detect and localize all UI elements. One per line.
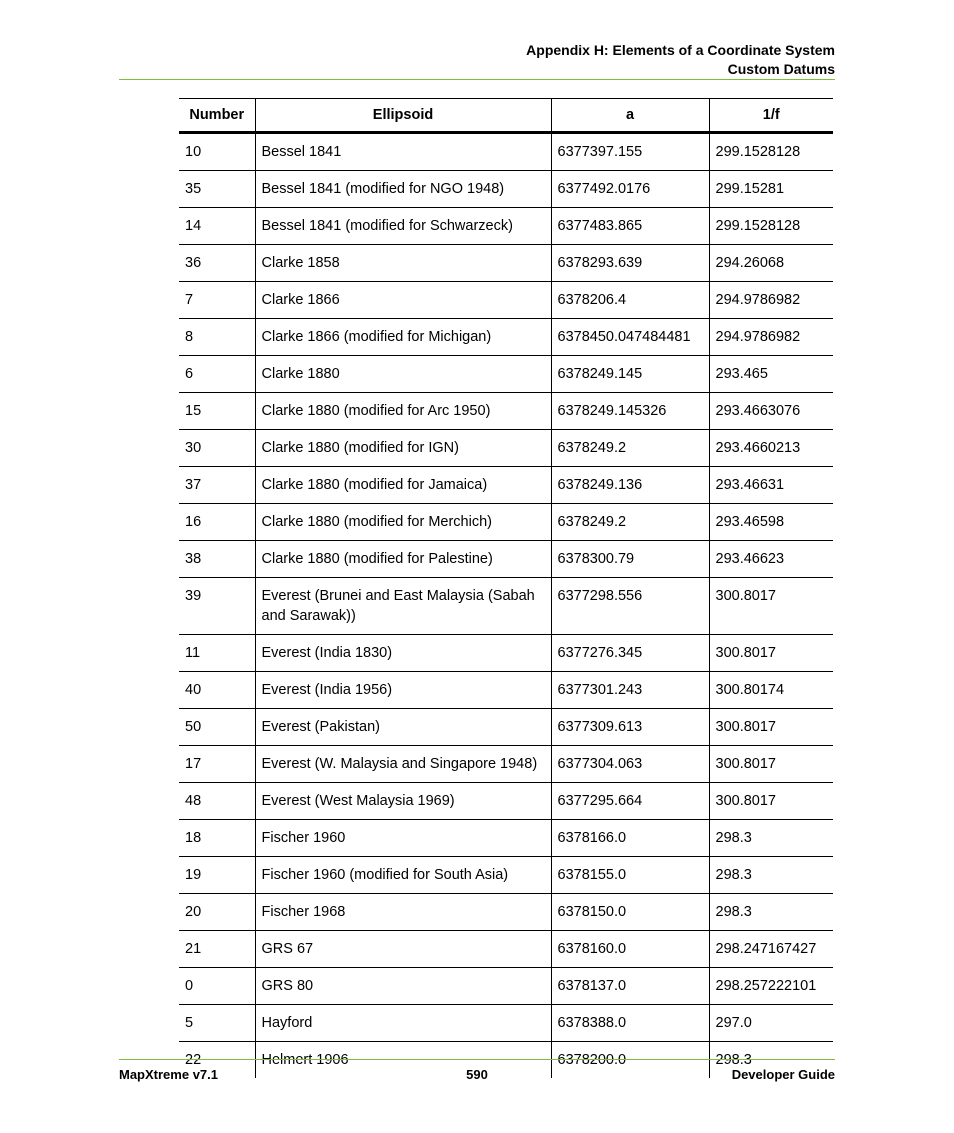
cell-number: 5 [179, 1005, 255, 1042]
cell-number: 50 [179, 709, 255, 746]
cell-number: 20 [179, 894, 255, 931]
table-row [179, 672, 833, 709]
footer-divider [119, 1059, 835, 1060]
cell-number: 6 [179, 356, 255, 393]
cell-a: 6378150.0 [551, 894, 709, 931]
cell-inverse-flattening: 293.46598 [709, 504, 833, 541]
cell-ellipsoid: Clarke 1880 (modified for Palestine) [255, 541, 551, 578]
cell-ellipsoid: Bessel 1841 [255, 133, 551, 171]
cell-a: 6377492.0176 [551, 171, 709, 208]
cell-ellipsoid: Everest (West Malaysia 1969) [255, 783, 551, 820]
cell-number: 30 [179, 430, 255, 467]
cell-number: 18 [179, 820, 255, 857]
footer-product-name: MapXtreme v7.1 [119, 1067, 218, 1082]
cell-inverse-flattening: 298.247167427 [709, 931, 833, 968]
cell-ellipsoid: Hayford [255, 1005, 551, 1042]
cell-ellipsoid: Bessel 1841 (modified for NGO 1948) [255, 171, 551, 208]
cell-number: 0 [179, 968, 255, 1005]
cell-inverse-flattening: 300.8017 [709, 635, 833, 672]
cell-inverse-flattening: 294.26068 [709, 245, 833, 282]
table-row [179, 133, 833, 171]
cell-inverse-flattening: 298.3 [709, 857, 833, 894]
cell-number: 8 [179, 319, 255, 356]
cell-inverse-flattening: 300.80174 [709, 672, 833, 709]
cell-a: 6378300.79 [551, 541, 709, 578]
cell-inverse-flattening: 297.0 [709, 1005, 833, 1042]
cell-ellipsoid: GRS 80 [255, 968, 551, 1005]
column-header-ellipsoid: Ellipsoid [255, 99, 551, 133]
cell-number: 14 [179, 208, 255, 245]
table-row [179, 857, 833, 894]
cell-number: 15 [179, 393, 255, 430]
column-header-number: Number [179, 99, 255, 133]
cell-ellipsoid: Clarke 1866 (modified for Michigan) [255, 319, 551, 356]
cell-number: 38 [179, 541, 255, 578]
cell-inverse-flattening: 298.3 [709, 894, 833, 931]
header-chapter-title: Appendix H: Elements of a Coordinate System [526, 42, 835, 58]
cell-inverse-flattening: 298.257222101 [709, 968, 833, 1005]
cell-ellipsoid: Everest (Pakistan) [255, 709, 551, 746]
cell-a: 6378160.0 [551, 931, 709, 968]
cell-ellipsoid: Everest (W. Malaysia and Singapore 1948) [255, 746, 551, 783]
table-row [179, 430, 833, 467]
table-row [179, 208, 833, 245]
table-row [179, 467, 833, 504]
cell-a: 6378137.0 [551, 968, 709, 1005]
table-row [179, 245, 833, 282]
cell-a: 6377298.556 [551, 578, 709, 635]
cell-number: 35 [179, 171, 255, 208]
cell-inverse-flattening: 299.15281 [709, 171, 833, 208]
cell-inverse-flattening: 299.1528128 [709, 208, 833, 245]
table-row [179, 820, 833, 857]
table-row [179, 319, 833, 356]
cell-number: 10 [179, 133, 255, 171]
cell-a: 6378249.2 [551, 504, 709, 541]
cell-a: 6378249.145 [551, 356, 709, 393]
cell-a: 6377397.155 [551, 133, 709, 171]
table-row [179, 894, 833, 931]
cell-number: 21 [179, 931, 255, 968]
table-row [179, 171, 833, 208]
cell-number: 40 [179, 672, 255, 709]
cell-inverse-flattening: 294.9786982 [709, 282, 833, 319]
cell-ellipsoid: Clarke 1880 (modified for Merchich) [255, 504, 551, 541]
cell-a: 6378388.0 [551, 1005, 709, 1042]
header-divider [119, 79, 835, 80]
cell-inverse-flattening: 293.4663076 [709, 393, 833, 430]
cell-inverse-flattening: 300.8017 [709, 578, 833, 635]
cell-inverse-flattening: 294.9786982 [709, 319, 833, 356]
cell-inverse-flattening: 300.8017 [709, 709, 833, 746]
cell-a: 6377304.063 [551, 746, 709, 783]
table-row [179, 541, 833, 578]
cell-inverse-flattening: 293.46623 [709, 541, 833, 578]
table-row [179, 1005, 833, 1042]
table-row [179, 282, 833, 319]
cell-inverse-flattening: 293.4660213 [709, 430, 833, 467]
page-header [526, 41, 835, 79]
cell-a: 6377295.664 [551, 783, 709, 820]
cell-inverse-flattening: 298.3 [709, 820, 833, 857]
cell-a: 6378155.0 [551, 857, 709, 894]
cell-number: 39 [179, 578, 255, 635]
cell-a: 6377483.865 [551, 208, 709, 245]
cell-a: 6377309.613 [551, 709, 709, 746]
cell-number: 48 [179, 783, 255, 820]
table-row [179, 931, 833, 968]
table-body [179, 133, 833, 1079]
column-header-a: a [551, 99, 709, 133]
cell-inverse-flattening: 300.8017 [709, 746, 833, 783]
table-row [179, 709, 833, 746]
table-header-row [179, 99, 833, 133]
cell-ellipsoid: Fischer 1960 (modified for South Asia) [255, 857, 551, 894]
cell-ellipsoid: Bessel 1841 (modified for Schwarzeck) [255, 208, 551, 245]
cell-a: 6378166.0 [551, 820, 709, 857]
cell-ellipsoid: Fischer 1968 [255, 894, 551, 931]
cell-ellipsoid: Everest (Brunei and East Malaysia (Sabah and Sarawak)) [255, 578, 551, 635]
cell-number: 36 [179, 245, 255, 282]
cell-number: 22 [185, 1052, 202, 1068]
cell-ellipsoid: Clarke 1880 [255, 356, 551, 393]
cell-a: 6378450.047484481 [551, 319, 709, 356]
ellipsoid-table [179, 98, 833, 1078]
cell-number: 37 [179, 467, 255, 504]
table-row [179, 356, 833, 393]
cell-inverse-flattening: 300.8017 [709, 783, 833, 820]
cell-ellipsoid: Clarke 1880 (modified for Jamaica) [255, 467, 551, 504]
cell-a: 6378249.136 [551, 467, 709, 504]
footer-page-number: 590 [466, 1067, 488, 1082]
table-row [179, 504, 833, 541]
cell-ellipsoid: Everest (India 1956) [255, 672, 551, 709]
header-section-title: Custom Datums [727, 61, 835, 77]
cell-ellipsoid: GRS 67 [255, 931, 551, 968]
cell-number: 19 [179, 857, 255, 894]
cell-a: 6377301.243 [551, 672, 709, 709]
table-row [179, 393, 833, 430]
cell-inverse-flattening: 299.1528128 [709, 133, 833, 171]
cell-ellipsoid: Clarke 1880 (modified for Arc 1950) [255, 393, 551, 430]
footer-guide-name: Developer Guide [731, 1067, 835, 1082]
cell-a: 6378206.4 [551, 282, 709, 319]
cell-ellipsoid: Clarke 1858 [255, 245, 551, 282]
cell-a: 6378249.2 [551, 430, 709, 467]
cell-a: 6378249.145326 [551, 393, 709, 430]
cell-ellipsoid: Everest (India 1830) [255, 635, 551, 672]
table-row [179, 578, 833, 635]
table-row [179, 968, 833, 1005]
cell-number: 7 [179, 282, 255, 319]
cell-inverse-flattening: 293.465 [709, 356, 833, 393]
cell-inverse-flattening: 293.46631 [709, 467, 833, 504]
cell-ellipsoid: Clarke 1866 [255, 282, 551, 319]
cell-a: 6378293.639 [551, 245, 709, 282]
table-row [179, 746, 833, 783]
cell-inverse-flattening: 298.3 [709, 1042, 833, 1079]
column-header-inverse-flattening: 1/f [709, 99, 833, 133]
table-row [179, 635, 833, 672]
cell-a: 6378200.0 [551, 1042, 709, 1079]
table-row [179, 783, 833, 820]
cell-number: 11 [179, 635, 255, 672]
cell-ellipsoid: Clarke 1880 (modified for IGN) [255, 430, 551, 467]
cell-number: 16 [179, 504, 255, 541]
cell-a: 6377276.345 [551, 635, 709, 672]
cell-number: 17 [179, 746, 255, 783]
cell-ellipsoid: Fischer 1960 [255, 820, 551, 857]
cell-ellipsoid: Helmert 1906 [255, 1042, 551, 1079]
